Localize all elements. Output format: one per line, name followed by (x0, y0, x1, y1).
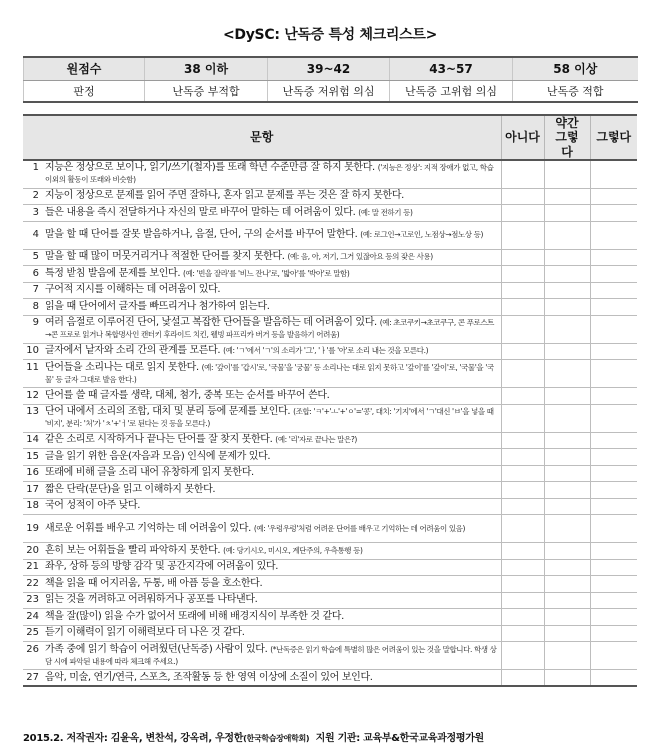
checklist-row (23, 515, 637, 543)
footer-authors-org: (한국학습장애학회) (243, 734, 310, 743)
judgement-cell: 판정 (24, 80, 145, 102)
yes-answer-cell[interactable] (590, 482, 637, 499)
item-text: 특정 받침 발음에 문제를 보인다. (45, 267, 181, 279)
yes-answer-cell[interactable] (590, 249, 637, 266)
item-text-block (45, 467, 498, 479)
item-text-block (45, 317, 498, 341)
item-number: 8 (32, 300, 39, 312)
item-note: (예: '리'자로 끝나는 말은?) (275, 435, 357, 445)
item-text-block (45, 484, 498, 496)
somewhat-answer-cell[interactable] (544, 282, 590, 299)
checklist-item-cell (23, 642, 501, 670)
somewhat-answer-cell[interactable] (544, 543, 590, 560)
checklist-row (23, 266, 637, 283)
item-note: (예: 로그인→고로인, 노점상→점노상 등) (360, 230, 483, 240)
item-text-block (45, 545, 498, 557)
checklist-row (23, 642, 637, 670)
checklist-item-cell (23, 360, 501, 388)
yes-column-header: 그렇다 (590, 115, 637, 160)
item-text-block (45, 190, 498, 202)
item-number: 24 (26, 610, 39, 622)
no-answer-cell[interactable] (501, 299, 544, 316)
checklist-row (23, 609, 637, 626)
item-number: 5 (32, 251, 39, 263)
no-answer-cell[interactable] (501, 515, 544, 543)
no-answer-cell[interactable] (501, 343, 544, 360)
item-text-block (45, 284, 498, 296)
item-text: 듣기 이해력이 읽기 이해력보다 더 나은 것 같다. (45, 627, 245, 639)
item-text: 단어들을 소리나는 대로 읽지 못한다. (45, 361, 199, 373)
yes-answer-cell[interactable] (590, 188, 637, 205)
checklist-row (23, 188, 637, 205)
checklist-table (23, 114, 637, 687)
somewhat-answer-cell[interactable] (544, 625, 590, 642)
item-number: 7 (32, 284, 39, 296)
somewhat-answer-cell[interactable] (544, 576, 590, 593)
item-text: 국어 성적이 아주 낮다. (45, 500, 141, 512)
item-text: 흔히 보는 어휘들을 빨리 파악하지 못한다. (45, 544, 221, 556)
somewhat-answer-cell[interactable] (544, 559, 590, 576)
item-text: 새로운 어휘를 배우고 기억하는 데 어려움이 있다. (45, 522, 252, 534)
checklist-row (23, 315, 637, 343)
yes-answer-cell[interactable] (590, 609, 637, 626)
no-answer-cell[interactable] (501, 205, 544, 222)
item-note: (예: '빈을 잘라'를 '비느 잔나'로, '밟아'를 '박아'로 말함) (183, 268, 350, 278)
item-text-block (45, 406, 498, 430)
item-text-block (45, 251, 498, 263)
no-answer-cell[interactable] (501, 670, 544, 687)
checklist-item-cell (23, 625, 501, 642)
checklist-item-cell (23, 188, 501, 205)
yes-answer-cell[interactable] (590, 498, 637, 515)
item-text-block (45, 229, 498, 241)
no-answer-cell[interactable] (501, 388, 544, 405)
no-answer-cell[interactable] (501, 576, 544, 593)
score-header-cell: 원점수 (24, 57, 145, 80)
somewhat-answer-cell[interactable] (544, 642, 590, 670)
item-text-block (45, 362, 498, 386)
yes-answer-cell[interactable] (590, 299, 637, 316)
item-text: 같은 소리로 시작하거나 끝나는 단어를 잘 찾지 못한다. (45, 434, 273, 446)
item-number: 1 (32, 162, 39, 174)
item-text: 지능이 정상으로 문제를 읽어 주면 잘하나, 혼자 읽고 문제를 푸는 것은 잘 하지 못한다. (45, 190, 404, 202)
yes-answer-cell[interactable] (590, 642, 637, 670)
item-note: ('지능은 정상': 지적 장애가 없고, 학습 이외의 활동이 또래와 비슷함) (45, 163, 494, 185)
no-answer-cell[interactable] (501, 465, 544, 482)
yes-answer-cell[interactable] (590, 315, 637, 343)
item-text-block (45, 644, 498, 668)
somewhat-answer-cell[interactable] (544, 388, 590, 405)
footer-authors: 2015.2. 저작권자: 김윤옥, 변찬석, 강옥려, 우정한 (23, 733, 244, 744)
checklist-row (23, 625, 637, 642)
item-text: 좌우, 상하 등의 방향 감각 및 공간지각에 어려움이 있다. (45, 561, 279, 573)
item-number: 15 (26, 450, 39, 462)
checklist-row (23, 543, 637, 560)
item-number: 22 (26, 577, 39, 589)
score-header-cell: 58 이상 (513, 57, 638, 80)
item-column-header: 문항 (23, 115, 501, 160)
checklist-item-cell (23, 299, 501, 316)
item-text: 단어를 쓸 때 글자를 생략, 대체, 첨가, 중복 또는 순서를 바꾸어 쓴다. (45, 389, 330, 401)
checklist-row (23, 498, 637, 515)
item-text: 글을 읽기 위한 음운(자음과 모음) 인식에 문제가 있다. (45, 450, 271, 462)
checklist-row (23, 160, 637, 188)
checklist-row (23, 482, 637, 499)
item-number: 3 (32, 206, 39, 218)
score-header-cell: 43~57 (390, 57, 513, 80)
item-text: 글자에서 낱자와 소리 간의 관계를 모른다. (45, 345, 221, 357)
item-number: 19 (26, 522, 39, 534)
no-answer-cell[interactable] (501, 360, 544, 388)
checklist-row (23, 205, 637, 222)
item-text: 여러 음절로 이루어진 단어, 낯설고 복잡한 단어들을 발음하는 데 어려움이 있다. (45, 317, 377, 329)
yes-answer-cell[interactable] (590, 282, 637, 299)
item-note: (조합: 'ㅋ'+'ㅗ'+'ㅇ'='콩', 대치: '기지'에서 'ㄱ'대신 'ㅂ'을 넣을 때 '비지', 분리: '처'가 'ㅊ'+'ㅓ'로 된다는 것 등을 모른다.) (45, 407, 494, 429)
item-note: (예: 당기시오, 미시오, 계단주의, 우측통행 등) (223, 545, 363, 555)
checklist-item-cell (23, 266, 501, 283)
somewhat-answer-cell[interactable] (544, 266, 590, 283)
item-text-block (45, 207, 498, 219)
item-text-block (45, 268, 498, 280)
somewhat-answer-cell[interactable] (544, 670, 590, 687)
somewhat-answer-cell[interactable] (544, 249, 590, 266)
somewhat-answer-cell[interactable] (544, 343, 590, 360)
yes-answer-cell[interactable] (590, 221, 637, 249)
item-number: 27 (26, 671, 39, 683)
item-text: 책을 잘(많이) 읽을 수가 없어서 또래에 비해 배경지식이 부족한 것 같다. (45, 610, 344, 622)
yes-answer-cell[interactable] (590, 670, 637, 687)
checklist-item-cell (23, 498, 501, 515)
footer-support: 지원 기관: 교육부&한국교육과정평가원 (315, 733, 484, 744)
checklist-item-cell (23, 543, 501, 560)
checklist-item-cell (23, 592, 501, 609)
checklist-row (23, 432, 637, 449)
somewhat-answer-cell[interactable] (544, 592, 590, 609)
somewhat-answer-cell[interactable] (544, 188, 590, 205)
item-text-block (45, 162, 498, 186)
item-note: (예: 말 전하기 등) (358, 207, 413, 217)
somewhat-answer-cell[interactable] (544, 221, 590, 249)
checklist-item-cell (23, 449, 501, 466)
checklist-item-cell (23, 576, 501, 593)
item-text-block (45, 451, 498, 463)
checklist-item-cell (23, 343, 501, 360)
item-text-block (45, 561, 498, 573)
somewhat-answer-cell[interactable] (544, 205, 590, 222)
yes-answer-cell[interactable] (590, 360, 637, 388)
somewhat-answer-cell[interactable] (544, 449, 590, 466)
item-text: 읽을 때 단어에서 글자를 빠뜨리거나 첨가하여 읽는다. (45, 300, 270, 312)
footer (23, 729, 637, 744)
checklist-item-cell (23, 282, 501, 299)
checklist-row (23, 299, 637, 316)
checklist-item-cell (23, 221, 501, 249)
item-text: 읽는 것을 꺼려하고 어려워하거나 공포를 나타낸다. (45, 594, 258, 606)
item-number: 14 (26, 434, 39, 446)
no-answer-cell[interactable] (501, 432, 544, 449)
no-answer-cell[interactable] (501, 625, 544, 642)
checklist-item-cell (23, 205, 501, 222)
yes-answer-cell[interactable] (590, 515, 637, 543)
item-text-block (45, 500, 498, 512)
checklist-row (23, 670, 637, 687)
checklist-header-row (23, 115, 637, 160)
no-answer-cell[interactable] (501, 404, 544, 432)
score-header-cell: 38 이하 (145, 57, 268, 80)
item-note: (예: 초코쿠키→초코쿠구, 콘 푸로스트→콘 프로로 읽거나 복합명사인 캔터키 후라이드 치킨, 웰빙 파프리카 버거 등을 발음하기 어려움) (45, 318, 495, 340)
checklist-item-cell (23, 482, 501, 499)
item-text-block (45, 578, 498, 590)
no-answer-cell[interactable] (501, 160, 544, 188)
score-table (23, 56, 638, 103)
item-number: 10 (26, 345, 39, 357)
item-number: 12 (26, 389, 39, 401)
checklist-item-cell (23, 432, 501, 449)
yes-answer-cell[interactable] (590, 559, 637, 576)
checklist-row (23, 343, 637, 360)
item-number: 9 (32, 317, 39, 329)
item-text-block (45, 627, 498, 639)
no-answer-cell[interactable] (501, 282, 544, 299)
yes-answer-cell[interactable] (590, 465, 637, 482)
judgement-cell: 난독증 고위험 의심 (390, 80, 513, 102)
yes-answer-cell[interactable] (590, 576, 637, 593)
item-number: 23 (26, 594, 39, 606)
item-note: (*난독증은 읽기 학습에 특별히 많은 어려움이 있는 것을 말합니다. 학생 상담 시에 파악된 내용에 따라 체크해 주세요.) (45, 644, 497, 666)
checklist-row (23, 465, 637, 482)
item-text-block (45, 594, 498, 606)
item-text: 지능은 정상으로 보이나, 읽기/쓰기(철자)를 또래 학년 수준만큼 잘 하지 못한다. (45, 162, 375, 174)
item-text: 구어적 지시를 이해하는 데 어려움이 있다. (45, 284, 221, 296)
item-text-block (45, 523, 498, 535)
item-number: 13 (26, 406, 39, 418)
somewhat-answer-cell[interactable] (544, 609, 590, 626)
no-answer-cell[interactable] (501, 449, 544, 466)
item-text: 책을 읽을 때 어지러움, 두통, 배 아픔 등을 호소한다. (45, 577, 263, 589)
judgement-cell: 난독증 저위험 의심 (268, 80, 390, 102)
yes-answer-cell[interactable] (590, 343, 637, 360)
item-text: 음악, 미술, 연기/연극, 스포츠, 조작활동 등 한 영역 이상에 소질이 있어 보인다. (45, 671, 373, 683)
item-text: 들은 내용을 즉시 전달하거나 자신의 말로 바꾸어 말하는 데 어려움이 있다. (45, 206, 356, 218)
item-number: 25 (26, 627, 39, 639)
item-number: 21 (26, 561, 39, 573)
no-answer-cell[interactable] (501, 498, 544, 515)
checklist-row (23, 360, 637, 388)
checklist-row (23, 576, 637, 593)
checklist-row (23, 388, 637, 405)
no-answer-cell[interactable] (501, 543, 544, 560)
yes-answer-cell[interactable] (590, 432, 637, 449)
item-number: 2 (32, 190, 39, 202)
page-title: <DySC: 난독증 특성 체크리스트> (222, 27, 438, 43)
yes-answer-cell[interactable] (590, 625, 637, 642)
item-text: 가족 중에 읽기 학습이 어려웠던(난독증) 사람이 있다. (45, 643, 268, 655)
item-text-block (45, 301, 498, 313)
item-text-block (45, 611, 498, 623)
score-header-row (24, 57, 638, 80)
checklist-row (23, 404, 637, 432)
score-header-cell: 39~42 (268, 57, 390, 80)
item-text-block (45, 390, 498, 402)
no-answer-cell[interactable] (501, 266, 544, 283)
item-number: 4 (32, 229, 39, 241)
item-note: (예: '우렁우렁'처럼 어려운 단어를 배우고 기억하는 데 어려움이 있음) (253, 523, 466, 533)
yes-answer-cell[interactable] (590, 404, 637, 432)
yes-answer-cell[interactable] (590, 160, 637, 188)
somewhat-answer-cell[interactable] (544, 432, 590, 449)
somewhat-answer-cell[interactable] (544, 315, 590, 343)
item-text: 또래에 비해 글을 소리 내어 유창하게 읽지 못한다. (45, 467, 254, 479)
checklist-row (23, 559, 637, 576)
item-number: 18 (26, 500, 39, 512)
checklist-item-cell (23, 515, 501, 543)
item-text-block (45, 672, 498, 684)
item-text-block (45, 345, 498, 357)
no-answer-cell[interactable] (501, 559, 544, 576)
checklist-row (23, 249, 637, 266)
item-text-block (45, 434, 498, 446)
item-number: 16 (26, 467, 39, 479)
item-number: 6 (32, 267, 39, 279)
item-note: (예: 음, 아, 저기, 그거 있잖아요 등의 잦은 사용) (287, 252, 433, 262)
checklist-body (23, 160, 637, 686)
somewhat-answer-cell[interactable] (544, 160, 590, 188)
yes-answer-cell[interactable] (590, 388, 637, 405)
no-answer-cell[interactable] (501, 188, 544, 205)
no-answer-cell[interactable] (501, 249, 544, 266)
somewhat-answer-cell[interactable] (544, 482, 590, 499)
item-number: 20 (26, 544, 39, 556)
checklist-item-cell (23, 670, 501, 687)
judgement-cell: 난독증 부적합 (145, 80, 268, 102)
no-answer-cell[interactable] (501, 315, 544, 343)
somewhat-answer-cell[interactable] (544, 404, 590, 432)
yes-answer-cell[interactable] (590, 543, 637, 560)
yes-answer-cell[interactable] (590, 449, 637, 466)
somewhat-column-header: 약간 그렇다 (544, 115, 590, 160)
item-text: 단어 내에서 소리의 조합, 대치 및 분리 등에 문제를 보인다. (45, 406, 291, 418)
item-note: (예: '갚이'를 '갑시'로, '국물'을 '궁물' 등 소리나는 대로 읽지 못하고 '갚이'를 '갚이'로, '국물'을 '국물' 등 글자 그대로 발음 한다.) (45, 362, 494, 384)
checklist-item-cell (23, 609, 501, 626)
no-answer-cell[interactable] (501, 592, 544, 609)
checklist-row (23, 449, 637, 466)
item-text: 말을 할 때 많이 머뭇거리거나 적절한 단어를 찾지 못한다. (45, 251, 285, 263)
judgement-row (24, 80, 638, 102)
yes-answer-cell[interactable] (590, 266, 637, 283)
item-number: 17 (26, 483, 39, 495)
item-number: 11 (26, 361, 39, 373)
checklist-item-cell (23, 465, 501, 482)
checklist-item-cell (23, 559, 501, 576)
checklist-item-cell (23, 160, 501, 188)
judgement-cell: 난독증 적합 (513, 80, 638, 102)
somewhat-answer-cell[interactable] (544, 465, 590, 482)
checklist-row (23, 282, 637, 299)
checklist-item-cell (23, 315, 501, 343)
checklist-item-cell (23, 388, 501, 405)
checklist-item-cell (23, 249, 501, 266)
no-answer-cell[interactable] (501, 482, 544, 499)
checklist-item-cell (23, 404, 501, 432)
yes-answer-cell[interactable] (590, 205, 637, 222)
item-text: 말을 할 때 단어를 잘못 발음하거나, 음절, 단어, 구의 순서를 바꾸어 말한다. (45, 229, 358, 241)
checklist-row (23, 592, 637, 609)
no-answer-cell[interactable] (501, 221, 544, 249)
item-number: 26 (26, 643, 39, 655)
no-answer-cell[interactable] (501, 609, 544, 626)
somewhat-answer-cell[interactable] (544, 299, 590, 316)
checklist-row (23, 221, 637, 249)
no-answer-cell[interactable] (501, 642, 544, 670)
yes-answer-cell[interactable] (590, 592, 637, 609)
somewhat-answer-cell[interactable] (544, 515, 590, 543)
no-column-header: 아니다 (501, 115, 544, 160)
item-text: 짧은 단락(문단)을 읽고 이해하지 못한다. (45, 483, 216, 495)
item-note: (예: 'ㄱ'에서 'ㄱ'의 소리가 '그', 'ㅏ'를 '아'로 소리 내는 것을 모른다.) (223, 346, 429, 356)
somewhat-answer-cell[interactable] (544, 360, 590, 388)
somewhat-answer-cell[interactable] (544, 498, 590, 515)
